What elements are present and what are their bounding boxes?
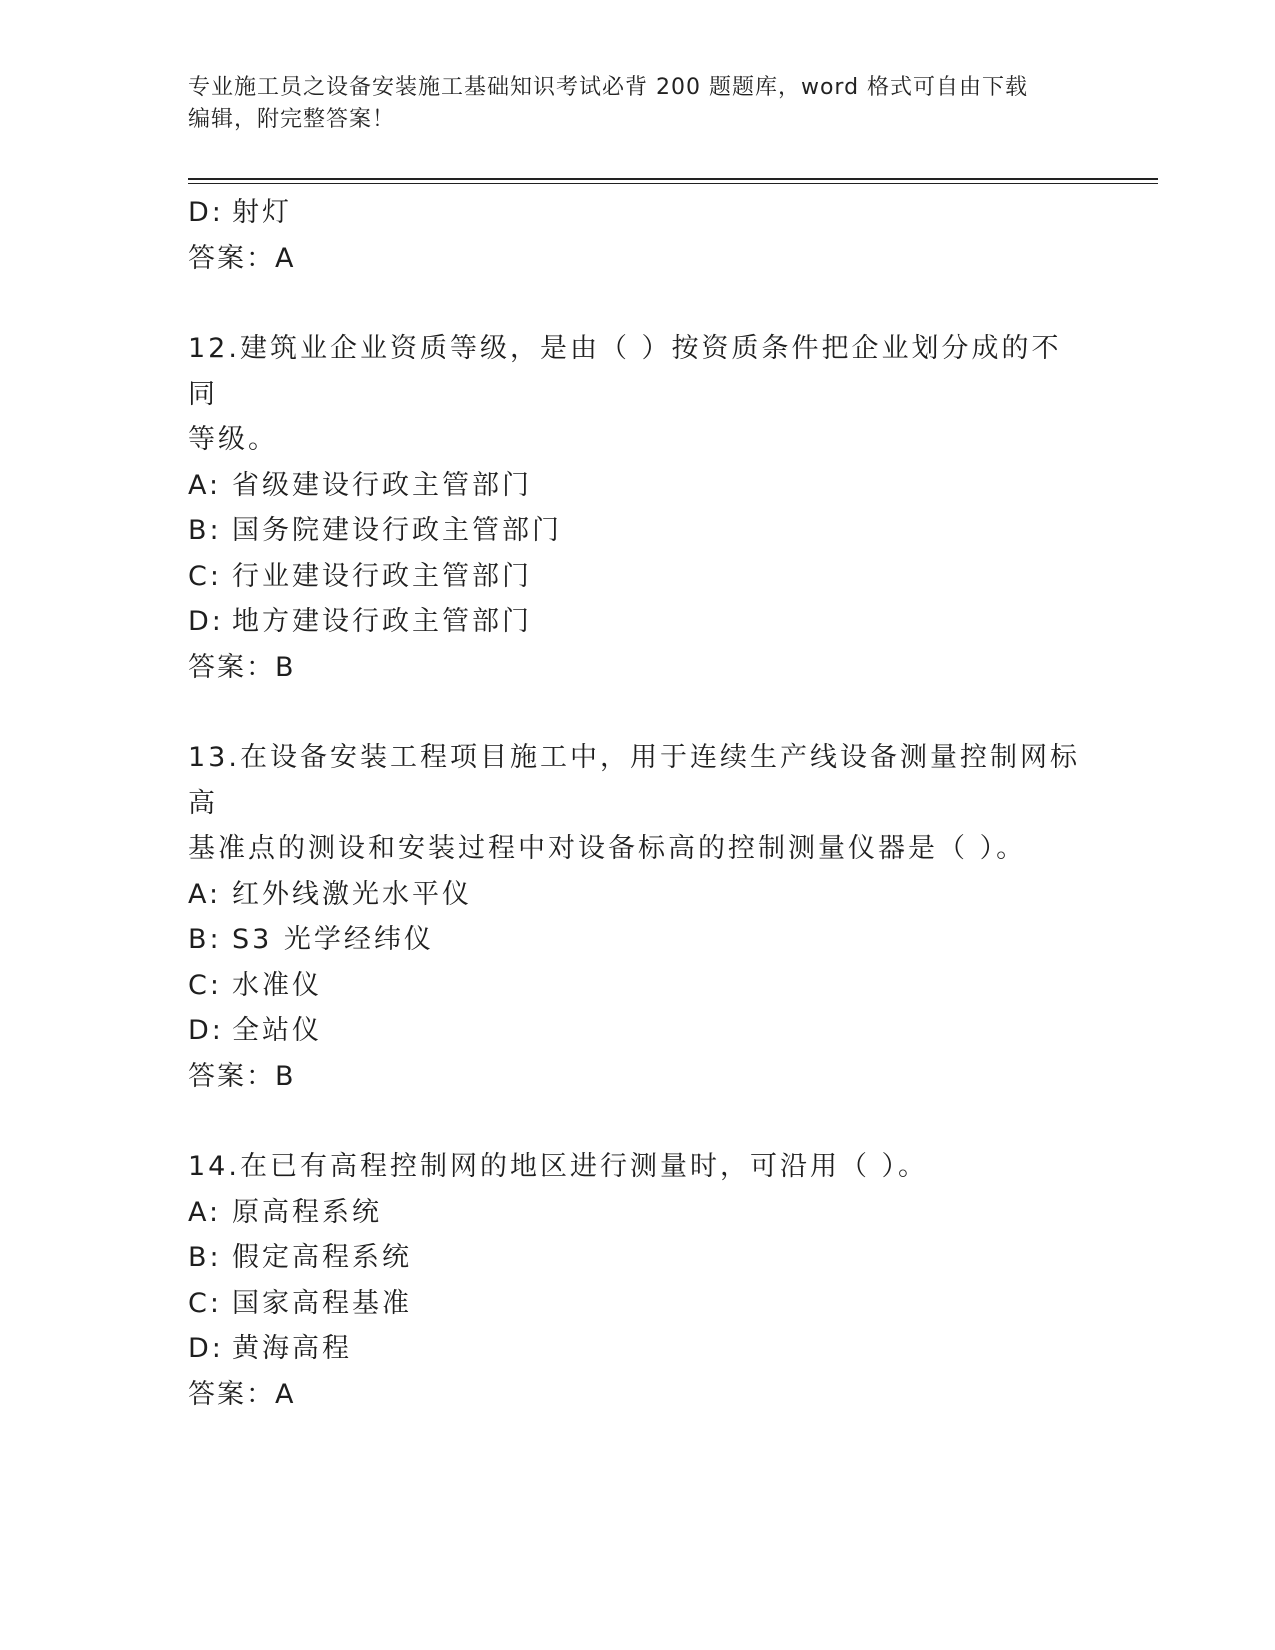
option-a bbox=[188, 1190, 1088, 1236]
option-text: S3 光学经纬仪 bbox=[232, 924, 434, 955]
header-divider-top bbox=[188, 178, 1158, 180]
question-12 bbox=[188, 326, 1088, 690]
question-text-line-1: 12.建筑业企业资质等级，是由（ ）按资质条件把企业划分成的不同 bbox=[188, 333, 1062, 410]
option-letter: C: bbox=[188, 560, 222, 592]
option-text: 地方建设行政主管部门 bbox=[232, 606, 532, 637]
option-letter: A: bbox=[188, 469, 222, 501]
question-text bbox=[188, 735, 1088, 872]
question-text bbox=[188, 1144, 1088, 1190]
answer-line: 答案：B bbox=[188, 651, 296, 683]
question-14 bbox=[188, 1144, 1088, 1417]
option-a bbox=[188, 463, 1088, 509]
option-letter: C: bbox=[188, 969, 222, 1001]
option-letter: D: bbox=[188, 1333, 224, 1364]
header-line-1: 专业施工员之设备安装施工基础知识考试必背 200 题题库，word 格式可自由下载 bbox=[188, 75, 1029, 100]
option-a bbox=[188, 872, 1088, 918]
option-text: 射灯 bbox=[232, 197, 292, 228]
previous-question-tail bbox=[188, 190, 1088, 281]
answer-line: 答案：B bbox=[188, 1060, 296, 1092]
option-c bbox=[188, 963, 1088, 1009]
option-text: 水准仪 bbox=[232, 969, 322, 1001]
option-letter: D: bbox=[188, 606, 224, 637]
document-header bbox=[188, 72, 1088, 136]
question-text bbox=[188, 326, 1088, 463]
header-line-2: 编辑，附完整答案！ bbox=[188, 107, 396, 132]
option-letter: B: bbox=[188, 924, 222, 955]
option-text: 省级建设行政主管部门 bbox=[232, 469, 532, 501]
option-c bbox=[188, 554, 1088, 600]
option-letter: B: bbox=[188, 515, 222, 546]
option-d bbox=[188, 1326, 1088, 1372]
option-letter: A: bbox=[188, 1196, 222, 1228]
option-letter: B: bbox=[188, 1242, 222, 1273]
header-divider-bottom bbox=[188, 183, 1158, 184]
option-text: 行业建设行政主管部门 bbox=[232, 560, 532, 592]
option-b bbox=[188, 917, 1088, 963]
option-letter: D: bbox=[188, 197, 224, 228]
question-text-line-1: 14.在已有高程控制网的地区进行测量时，可沿用（ ）。 bbox=[188, 1151, 929, 1182]
option-letter: C: bbox=[188, 1287, 222, 1319]
option-text: 全站仪 bbox=[232, 1015, 322, 1046]
option-letter: A: bbox=[188, 878, 222, 910]
option-d bbox=[188, 1008, 1088, 1054]
option-text: 红外线激光水平仪 bbox=[232, 878, 472, 910]
option-text: 国家高程基准 bbox=[232, 1287, 412, 1319]
option-text: 假定高程系统 bbox=[232, 1242, 412, 1273]
question-list bbox=[188, 190, 1088, 1417]
answer-line: 答案：A bbox=[188, 242, 296, 274]
question-text-line-1: 13.在设备安装工程项目施工中，用于连续生产线设备测量控制网标高 bbox=[188, 742, 1080, 819]
answer-line: 答案：A bbox=[188, 1378, 296, 1410]
option-letter: D: bbox=[188, 1015, 224, 1046]
question-text-line-2: 等级。 bbox=[188, 424, 278, 455]
option-d bbox=[188, 599, 1088, 645]
option-b bbox=[188, 1235, 1088, 1281]
question-text-line-2: 基准点的测设和安装过程中对设备标高的控制测量仪器是（ ）。 bbox=[188, 833, 1027, 864]
question-13 bbox=[188, 735, 1088, 1099]
option-text: 原高程系统 bbox=[232, 1196, 382, 1228]
option-text: 黄海高程 bbox=[232, 1333, 352, 1364]
option-c bbox=[188, 1281, 1088, 1327]
option-text: 国务院建设行政主管部门 bbox=[232, 515, 562, 546]
option-b bbox=[188, 508, 1088, 554]
option-d bbox=[188, 190, 1088, 236]
